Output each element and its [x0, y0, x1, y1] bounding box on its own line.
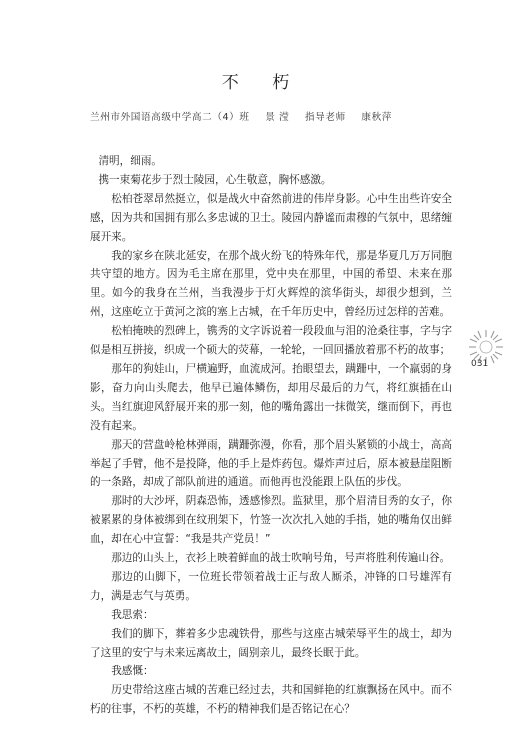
paragraph: 那边的山头上，衣衫上映着鲜血的战士吹响号角，号声将胜利传遍山谷。: [111, 552, 451, 565]
page-number: 031: [471, 359, 489, 369]
essay-body: [90, 152, 452, 719]
byline: [90, 109, 450, 123]
paragraph: 我感慨：: [111, 665, 154, 678]
paragraph: 那年的狗娃山，尸横遍野，血流成河。抬眼望去，蹒跚中，一个羸弱的身影，奋力向山头爬去，他早已遍体鳞伤，却用尽最后的力气，将红旗插在山头。当红旗迎风舒展开来的那一刻，他的嘴角露出一抹微笑，继而倒下，再也没有起来。: [90, 362, 452, 432]
author-school: 兰州市外国语高级中学高二（4）班: [90, 112, 250, 123]
teacher-label: 指导老师: [304, 112, 346, 123]
paragraph: 我的家乡在陕北延安，在那个战火纷飞的特殊年代，那是华夏几万万同胞共守望的地方。因为毛主席在那里，党中央在那里，中国的希望、未来在那里。如今的我身在兰州，当我漫步于灯火辉煌的滨华街头，却很少想到，兰州，这座屹立于黄河之滨的塞上古城，在千年历史中，曾经历过怎样的苦难。: [90, 249, 452, 319]
paragraph: 历史带给这座古城的苦难已经过去，共和国鲜艳的红旗飘扬在风中。而不朽的往事，不朽的英雄，不朽的精神我们是否铭记在心？: [90, 684, 452, 716]
author-name: 景 滢: [265, 112, 290, 123]
page-title: 不 朽: [221, 73, 304, 93]
paragraph: 松柏苍翠昂然挺立，似是战火中奋然前进的伟岸身影。心中生出些许安全感，因为共和国拥有那么多忠诚的卫士。陵园内静谧而肃穆的气氛中，思绪缠展开来。: [90, 192, 452, 243]
paragraph: 那边的山脚下，一位班长带领着战士正与敌人厮杀，冲锋的口号雄浑有力，满是志气与英勇。: [90, 570, 452, 602]
teacher-name: 康秋萍: [361, 112, 393, 123]
paragraph: 携一束菊花步于烈士陵园，心生敬意，胸怀感激。: [98, 173, 332, 186]
paragraph: 我思索：: [111, 608, 154, 621]
paragraph: 清明，细雨。: [98, 155, 163, 167]
paragraph: 我们的脚下，葬着多少忠魂铁骨，那些与这座古城荣辱平生的战士，却为了这里的安宁与未来远离故土，阔别亲儿，最终长眠于此。: [90, 627, 452, 659]
paragraph: 那天的营盘岭枪林弹雨，蹒跚弥漫，你看，那个眉头紧锁的小战士，高高举起了手臂，他不是投降，他的手上是炸药包。爆炸声过后，原本被悬崖阻断的一条路，却成了部队前进的通道。而他再也没能跟上队伍的步伐。: [90, 438, 452, 489]
paragraph: 那时的大沙坪，阴森恐怖，透感惨烈。监狱里，那个眉清目秀的女子，你被累累的身体被绑到在纹刑架下，竹签一次次扎入她的手指，她的嘴角仅出鲜血，却在心中宣誓：“我是共产党员！”: [90, 495, 452, 546]
paragraph: 松柏掩映的烈碑上，镌秀的文字诉说着一段段血与泪的沧桑往事，字与字似是相互拼接，织成一个硕大的荧幕，一轮轮，一回回播放着那不朽的故事；: [90, 325, 452, 357]
